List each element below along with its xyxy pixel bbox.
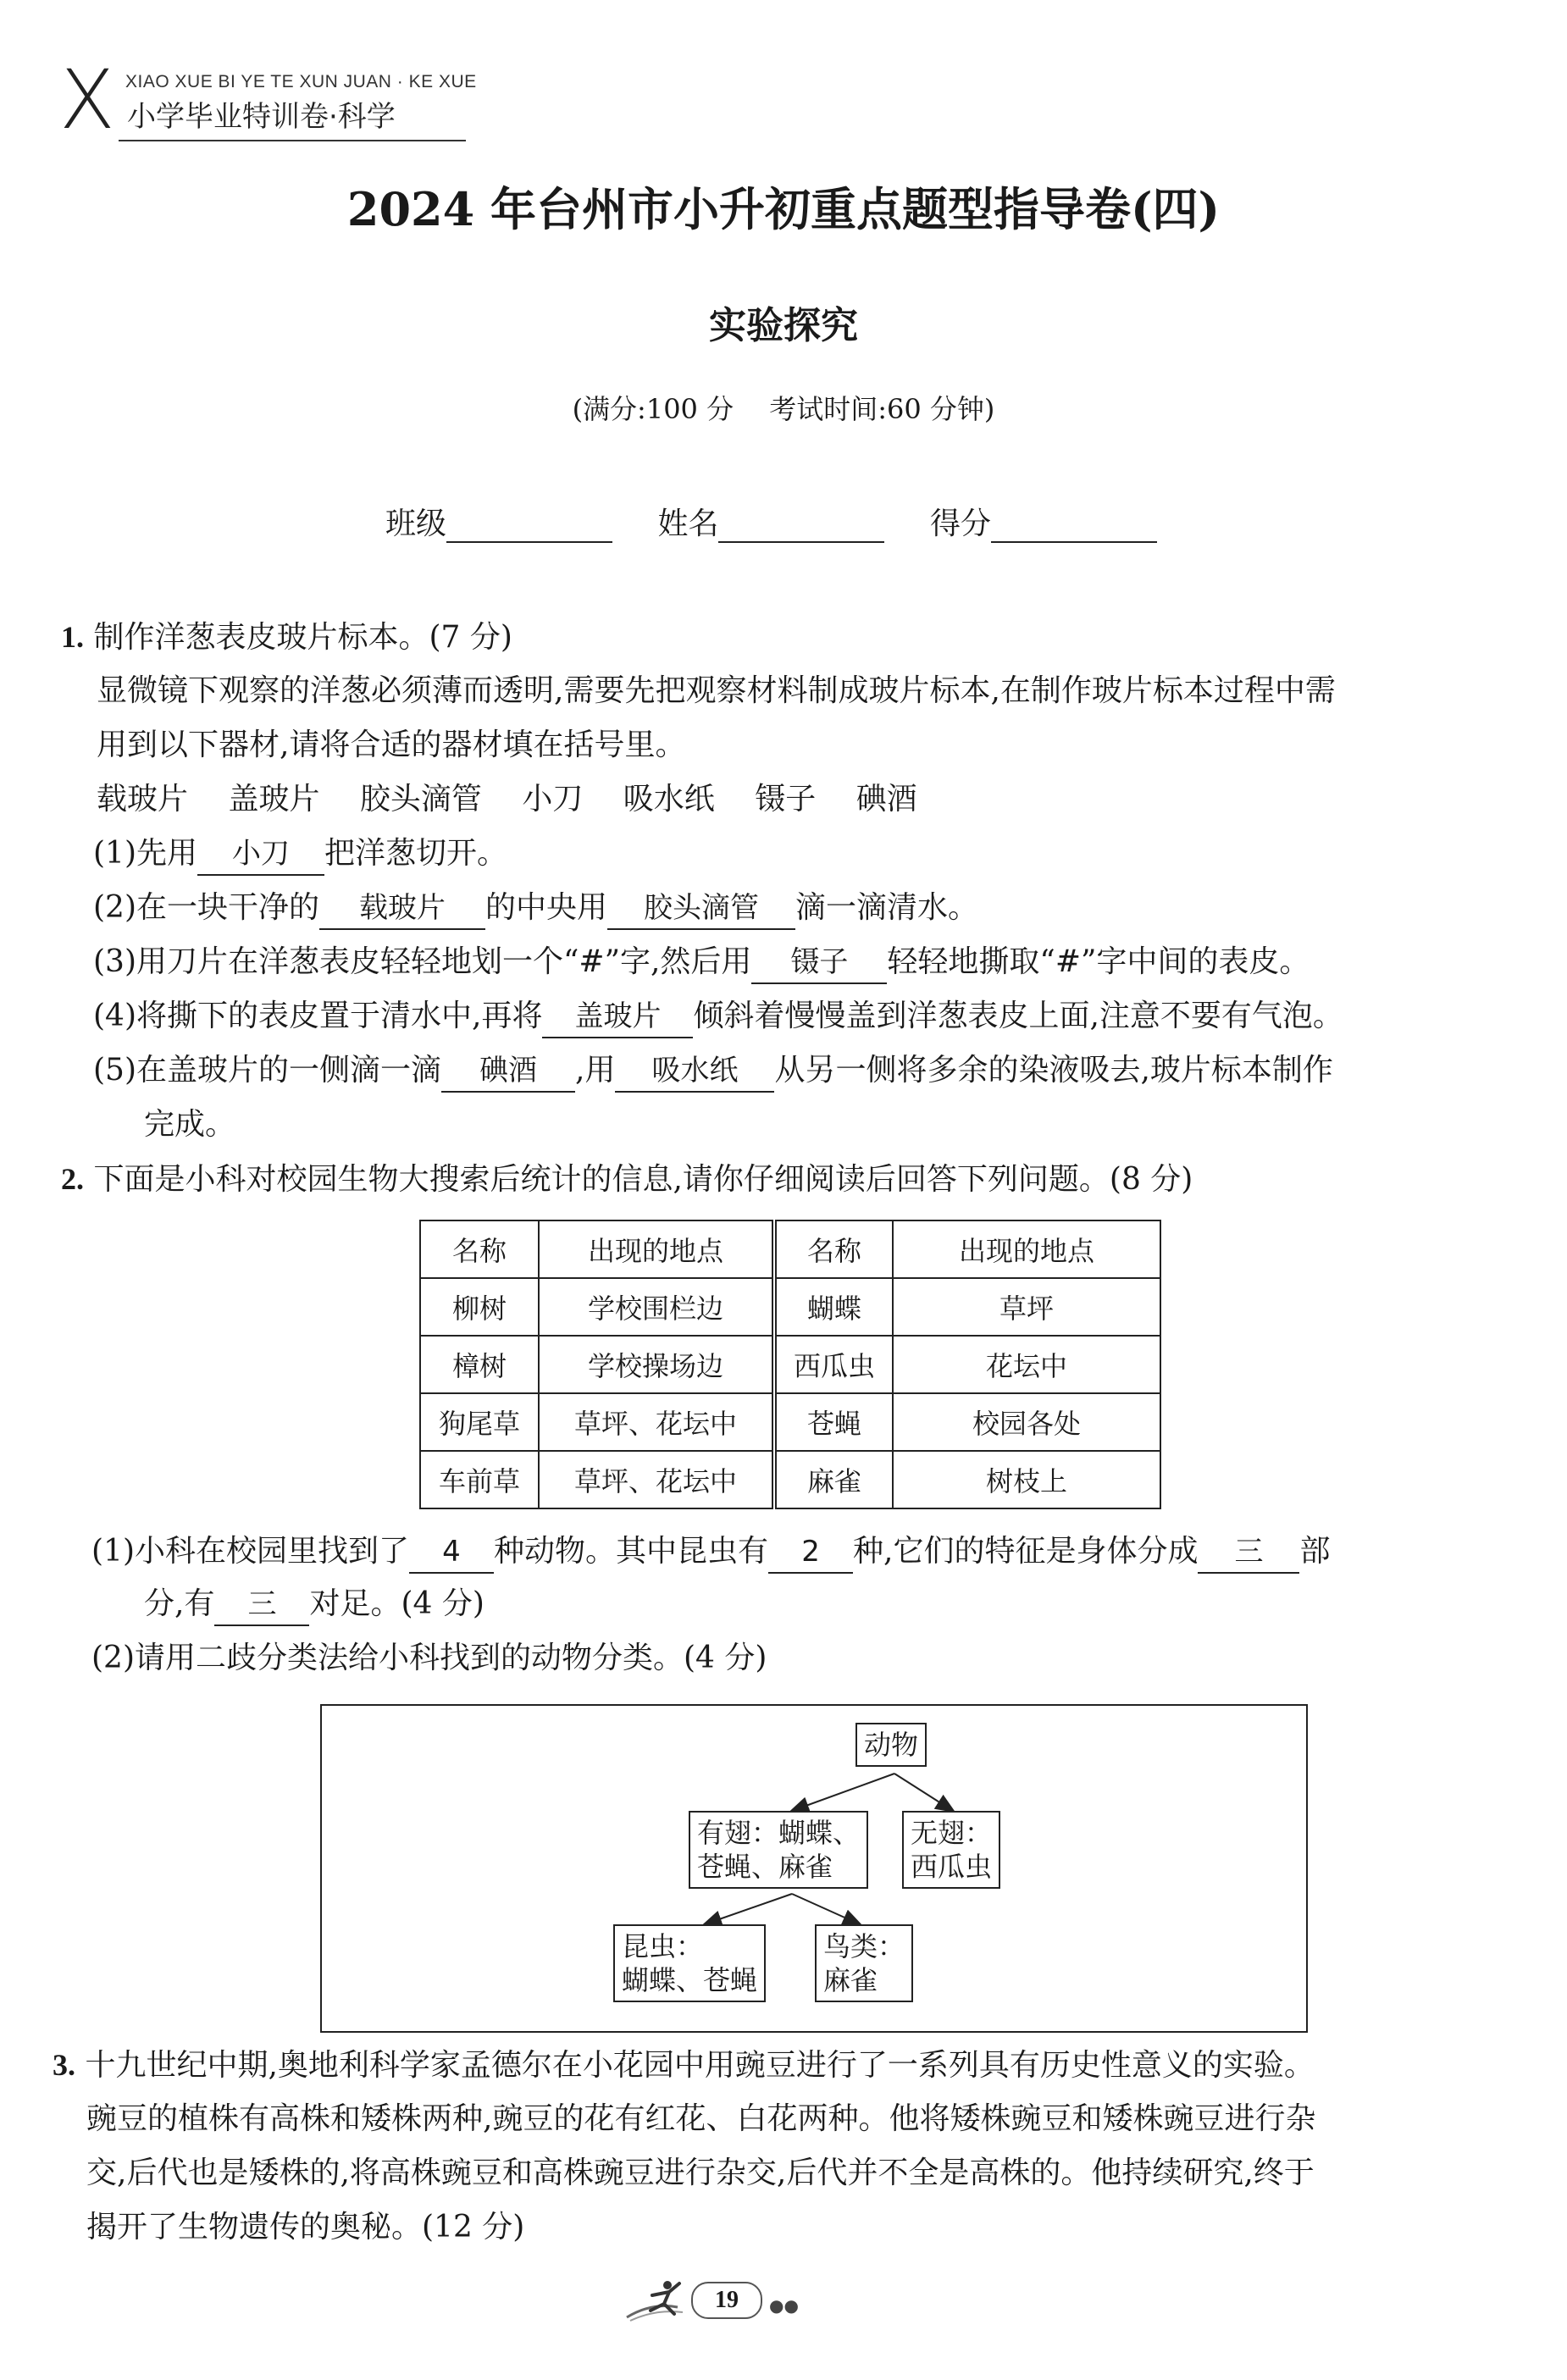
node-winged	[689, 1811, 868, 1889]
node-winged-line-2: 苍蝇、麻雀	[697, 1851, 833, 1883]
classification-diagram	[320, 1704, 1308, 2033]
q2-p1-answer-2[interactable]: 2	[768, 1531, 853, 1574]
q1-step-5	[93, 1050, 1333, 1093]
table-cell: 树枝上	[893, 1451, 1160, 1508]
score-field[interactable]	[991, 507, 1157, 543]
table-row	[420, 1278, 1160, 1336]
q1-s3-answer[interactable]: 镊子	[751, 942, 887, 984]
q1-s3-text-b: 轻轻地撕取“#”字中间的表皮。	[887, 944, 1310, 979]
q1-s5-text-c: 从另一侧将多余的染液吸去,玻片标本制作	[774, 1053, 1333, 1088]
node-animals	[855, 1723, 927, 1767]
q1-stem-line	[61, 617, 512, 658]
table-cell: 学校操场边	[539, 1336, 774, 1393]
q1-s5-text-a: (5)在盖玻片的一侧滴一滴	[93, 1053, 441, 1088]
q2-p1-text-b: 种动物。其中昆虫有	[494, 1534, 769, 1569]
table-cell: 麻雀	[774, 1451, 893, 1508]
q1-materials: 载玻片 盖玻片 胶头滴管 小刀 吸水纸 镊子 碘酒	[97, 782, 917, 816]
table-cell: 花坛中	[893, 1336, 1160, 1393]
q2-p1-text-d: 部	[1299, 1534, 1331, 1569]
table-cell: 柳树	[420, 1278, 539, 1336]
table-cell: 车前草	[420, 1451, 539, 1508]
q3-line-3: 交,后代也是矮株的,将高株豌豆和高株豌豆进行杂交,后代并不全是高株的。他持续研究,终于	[86, 2156, 1315, 2190]
node-winged-line-1: 有翅：蝴蝶、	[697, 1817, 861, 1849]
node-insects-line-2: 蝴蝶、苍蝇	[622, 1964, 758, 1996]
q2-number: 2.	[61, 1162, 84, 1196]
q2-stem: 下面是小科对校园生物大搜索后统计的信息,请你仔细阅读后回答下列问题。(8 分)	[93, 1162, 1193, 1197]
page-title: 2024 年台州市小升初重点题型指导卷(四)	[346, 182, 1221, 236]
node-insects	[613, 1924, 766, 2002]
q2-part-2: (2)请用二歧分类法给小科找到的动物分类。(4 分)	[91, 1641, 767, 1675]
arrow-winged-bird	[792, 1894, 860, 1924]
q1-s4-text-b: 倾斜着慢慢盖到洋葱表皮上面,注意不要有气泡。	[693, 999, 1343, 1033]
q2-p1-answer-1[interactable]: 4	[409, 1531, 494, 1574]
q1-s5-answer-1[interactable]: 碘酒	[441, 1050, 575, 1093]
table-cell: 樟树	[420, 1336, 539, 1393]
th-name-2: 名称	[774, 1220, 893, 1278]
arrow-root-wingless	[894, 1774, 953, 1811]
q1-s5-answer-2[interactable]: 吸水纸	[615, 1050, 774, 1093]
q1-s2-answer-2[interactable]: 胶头滴管	[607, 888, 795, 930]
node-wingless-line-2: 西瓜虫	[911, 1851, 993, 1883]
q2-part-1	[91, 1531, 1330, 1574]
node-birds-line-2: 麻雀	[823, 1964, 878, 1996]
q2-p1-answer-4[interactable]: 三	[214, 1584, 309, 1626]
series-title: 小学毕业特训卷·科学	[127, 100, 396, 134]
q1-s1-answer[interactable]: 小刀	[197, 833, 324, 876]
header-rule	[119, 140, 466, 141]
q3-number: 3.	[53, 2048, 75, 2082]
q2-p1-text-f: 对足。(4 分)	[309, 1586, 484, 1621]
q1-step-3	[93, 942, 1310, 984]
series-logo-x: X	[59, 53, 115, 147]
node-birds	[815, 1924, 913, 2002]
q2-p1-answer-3[interactable]: 三	[1198, 1531, 1299, 1574]
q1-s5-text-b: ,用	[575, 1053, 616, 1088]
th-location-1: 出现的地点	[539, 1220, 774, 1278]
table-cell: 校园各处	[893, 1393, 1160, 1451]
series-pinyin: XIAO XUE BI YE TE XUN JUAN · KE XUE	[125, 72, 477, 91]
name-label: 姓名	[657, 506, 719, 541]
q1-step-1	[93, 833, 507, 876]
th-location-2: 出现的地点	[893, 1220, 1160, 1278]
page-subtitle: 实验探究	[709, 304, 858, 347]
q1-desc-1: 显微镜下观察的洋葱必须薄而透明,需要先把观察材料制成玻片标本,在制作玻片标本过程中需	[97, 673, 1336, 708]
node-animals-label: 动物	[864, 1729, 919, 1761]
arrow-winged-insect	[705, 1894, 792, 1924]
q1-step-2	[93, 888, 978, 930]
table-row	[420, 1393, 1160, 1451]
q1-step-4	[93, 996, 1343, 1038]
table-row	[420, 1336, 1160, 1393]
q1-number: 1.	[61, 620, 84, 654]
q3-line-1	[53, 2045, 1315, 2086]
table-cell: 狗尾草	[420, 1393, 539, 1451]
q1-stem: 制作洋葱表皮玻片标本。(7 分)	[93, 620, 512, 655]
q1-s4-answer[interactable]: 盖玻片	[542, 996, 693, 1038]
arrow-root-winged	[792, 1774, 894, 1811]
q1-s3-text-a: (3)用刀片在洋葱表皮轻轻地划一个“#”字,然后用	[93, 944, 752, 979]
table-cell: 草坪、花坛中	[539, 1451, 774, 1508]
q1-s4-text-a: (4)将撕下的表皮置于清水中,再将	[93, 999, 543, 1033]
table-cell: 草坪、花坛中	[539, 1393, 774, 1451]
table-header-row	[420, 1220, 1160, 1278]
q2-p1-text-e: 分,有	[144, 1586, 215, 1621]
score-label: 得分	[929, 506, 991, 541]
table-row	[420, 1451, 1160, 1508]
q1-s2-text-b: 的中央用	[485, 890, 608, 925]
footer-dots: ●●	[769, 2295, 799, 2316]
q1-s2-text-a: (2)在一块干净的	[93, 890, 319, 925]
organism-table	[419, 1220, 1161, 1509]
q3-line-4: 揭开了生物遗传的奥秘。(12 分)	[86, 2210, 525, 2244]
table-cell: 学校围栏边	[539, 1278, 774, 1336]
q3-text-1: 十九世纪中期,奥地利科学家孟德尔在小花园中用豌豆进行了一系列具有历史性意义的实验。	[85, 2048, 1315, 2083]
name-field[interactable]	[718, 507, 884, 543]
q2-part-1-cont	[144, 1584, 484, 1626]
table-cell: 蝴蝶	[774, 1278, 893, 1336]
table-cell: 西瓜虫	[774, 1336, 893, 1393]
q1-s1-text-b: 把洋葱切开。	[324, 836, 508, 871]
q1-s2-answer-1[interactable]: 载玻片	[319, 888, 485, 930]
q1-step-5-cont: 完成。	[144, 1107, 236, 1142]
table-cell: 草坪	[893, 1278, 1160, 1336]
class-label: 班级	[385, 506, 447, 541]
class-field[interactable]	[446, 507, 612, 543]
q3-line-2: 豌豆的植株有高株和矮株两种,豌豆的花有红花、白花两种。他将矮株豌豆和矮株豌豆进行杂	[86, 2101, 1316, 2136]
student-info-fields	[385, 500, 1193, 543]
node-birds-line-1: 鸟类：	[823, 1930, 905, 1962]
th-name-1: 名称	[420, 1220, 539, 1278]
q2-p1-text-a: (1)小科在校园里找到了	[91, 1534, 409, 1569]
q2-p1-text-c: 种,它们的特征是身体分成	[853, 1534, 1199, 1569]
table-cell: 苍蝇	[774, 1393, 893, 1451]
q1-s1-text-a: (1)先用	[93, 836, 197, 871]
page-number: 19	[691, 2282, 762, 2319]
q1-s2-text-c: 滴一滴清水。	[795, 890, 979, 925]
q2-stem-line	[61, 1159, 1193, 1200]
node-wingless	[902, 1811, 1000, 1889]
q1-desc-2: 用到以下器材,请将合适的器材填在括号里。	[97, 728, 686, 762]
node-wingless-line-1: 无翅：	[911, 1817, 993, 1849]
score-info: (满分:100 分 考试时间:60 分钟)	[572, 393, 995, 425]
node-insects-line-1: 昆虫：	[622, 1930, 704, 1962]
